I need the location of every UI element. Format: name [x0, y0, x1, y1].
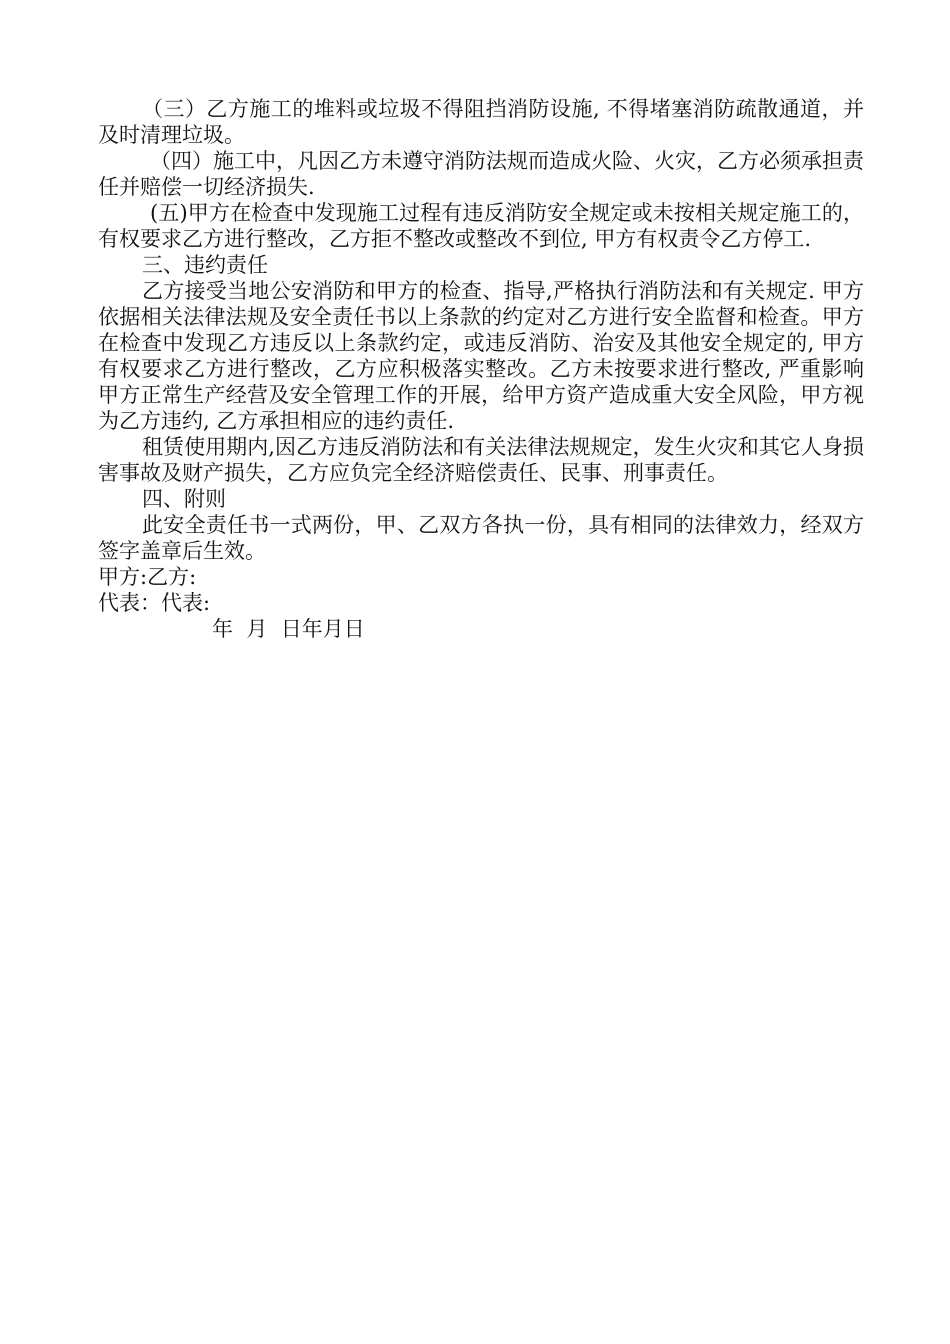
document-body — [98, 96, 864, 642]
clause-four-paragraph: （四）施工中，凡因乙方未遵守消防法规而造成火险、火灾，乙方必须承担责任并赔偿一切经济损失. — [98, 149, 864, 199]
liability-paragraph: 乙方接受当地公安消防和甲方的检查、指导,严格执行消防法和有关规定. 甲方依据相关法律法规及安全责任书以上条款的约定对乙方进行安全监督和检查。甲方在检查中发现乙方违反以上条款约定，或违反消防、治安及其他安全规定的, 甲方有权要求乙方进行整改，乙方应积极落实整改。乙方未按要求进行整改, 严重影响甲方正常生产经营及安全管理工作的开展，给甲方资产造成重大安全风险，甲方视为乙方违约, 乙方承担相应的违约责任. — [98, 279, 864, 433]
clause-three-paragraph: （三）乙方施工的堆料或垃圾不得阻挡消防设施, 不得堵塞消防疏散通道，并及时清理垃圾。 — [98, 97, 864, 147]
signature-representatives-line: 代表：代表: — [98, 591, 211, 615]
supplementary-paragraph: 此安全责任书一式两份，甲、乙双方各执一份，具有相同的法律效力，经双方签字盖章后生效。 — [98, 513, 864, 563]
section-heading-supplementary: 四、附则 — [142, 487, 226, 511]
lease-liability-paragraph: 租赁使用期内,因乙方违反消防法和有关法律法规规定，发生火灾和其它人身损害事故及财产损失，乙方应负完全经济赔偿责任、民事、刑事责任。 — [98, 435, 864, 485]
section-heading-liability: 三、违约责任 — [142, 253, 268, 277]
signature-parties-line: 甲方:乙方: — [98, 565, 197, 589]
clause-five-paragraph: (五)甲方在检查中发现施工过程有违反消防安全规定或未按相关规定施工的，有权要求乙方进行整改，乙方拒不整改或整改不到位, 甲方有权责令乙方停工. — [98, 201, 864, 251]
signature-date-line: 年 月 日年月日 — [212, 617, 365, 641]
